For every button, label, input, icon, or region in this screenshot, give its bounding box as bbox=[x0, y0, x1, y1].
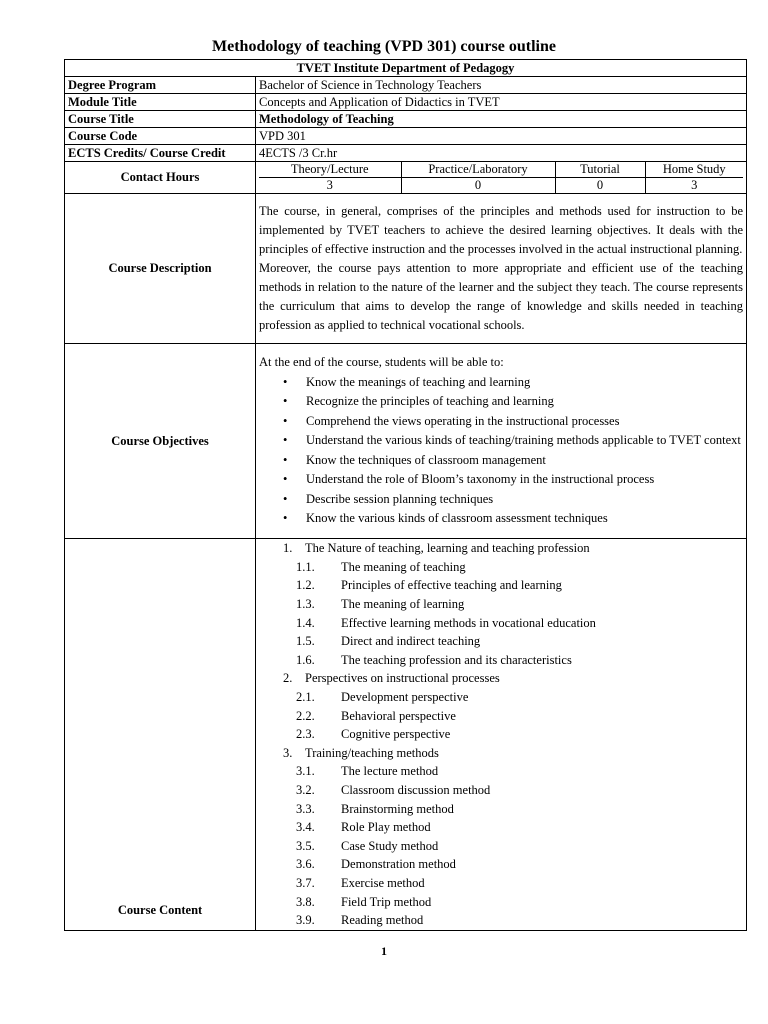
list-item: 3.6. Demonstration method bbox=[296, 857, 456, 872]
list-item: 2.2. Behavioral perspective bbox=[296, 708, 456, 723]
list-item: 1.5. Direct and indirect teaching bbox=[296, 634, 481, 649]
list-item: 3.3. Brainstorming method bbox=[296, 801, 454, 816]
content-section-3: 3. Training/teaching methods bbox=[283, 745, 439, 760]
hours-value-tutorial: 0 bbox=[555, 178, 645, 194]
hours-value-practice: 0 bbox=[401, 178, 555, 194]
page-number: 1 bbox=[381, 944, 387, 958]
objectives-list bbox=[259, 373, 743, 529]
list-item: • Comprehend the views operating in the instructional processes bbox=[259, 412, 743, 432]
list-item: • Describe session planning techniques bbox=[259, 490, 743, 510]
list-item: 1.4. Effective learning methods in vocational education bbox=[296, 615, 596, 630]
hours-header-theory: Theory/Lecture bbox=[290, 162, 369, 176]
department-heading: TVET Institute Department of Pedagogy bbox=[65, 60, 747, 77]
hours-header-tutorial: Tutorial bbox=[555, 162, 645, 178]
description-paragraph-1: The course, in general, comprises of the principles and methods used for instruction to be implemented by TVET teachers to achieve the desired learning objectives. It deals with the principles of effective instruction and the processes involved in the actual instructional planning. bbox=[259, 204, 743, 256]
course-description-text bbox=[256, 194, 747, 344]
contact-hours-grid bbox=[256, 162, 747, 194]
list-item: 3.4. Role Play method bbox=[296, 820, 431, 835]
list-item: • Know the meanings of teaching and learning bbox=[259, 373, 743, 393]
list-item: 2.3. Cognitive perspective bbox=[296, 727, 451, 742]
list-item: 3.2. Classroom discussion method bbox=[296, 782, 491, 797]
content-section-1: 1. The Nature of teaching, learning and teaching profession bbox=[283, 541, 590, 556]
list-item: • Know the various kinds of classroom assessment techniques bbox=[259, 509, 743, 529]
course-title-value: Methodology of Teaching bbox=[256, 111, 747, 128]
hours-header-home-study: Home Study bbox=[645, 162, 743, 178]
bullet-icon: • bbox=[283, 452, 288, 467]
course-outline-table bbox=[64, 59, 747, 931]
course-objectives-label: Course Objectives bbox=[65, 344, 256, 539]
list-item: 3.7. Exercise method bbox=[296, 875, 425, 890]
content-section-2: 2. Perspectives on instructional processes bbox=[283, 671, 500, 686]
list-item: • Understand the various kinds of teaching/training methods applicable to TVET context bbox=[259, 431, 743, 451]
bullet-icon: • bbox=[283, 511, 288, 526]
list-item: 1.1. The meaning of teaching bbox=[296, 559, 466, 574]
bullet-icon: • bbox=[283, 433, 288, 448]
course-code-label: Course Code bbox=[65, 128, 256, 145]
course-code-value: VPD 301 bbox=[256, 128, 747, 145]
document-title: Methodology of teaching (VPD 301) course outline bbox=[212, 38, 556, 55]
ects-label: ECTS Credits/ Course Credit bbox=[65, 145, 256, 162]
hours-header-practice: Practice/Laboratory bbox=[401, 162, 555, 178]
bullet-icon: • bbox=[283, 394, 288, 409]
degree-program-label: Degree Program bbox=[65, 77, 256, 94]
ects-value: 4ECTS /3 Cr.hr bbox=[256, 145, 747, 162]
degree-program-value: Bachelor of Science in Technology Teachers bbox=[256, 77, 747, 94]
list-item: 3.1. The lecture method bbox=[296, 764, 439, 779]
hours-value-home-study: 3 bbox=[645, 178, 743, 194]
objectives-intro: At the end of the course, students will be able to: bbox=[259, 355, 504, 370]
list-item: 1.2. Principles of effective teaching and learning bbox=[296, 578, 562, 593]
bullet-icon: • bbox=[283, 472, 288, 487]
list-item: 3.8. Field Trip method bbox=[296, 894, 432, 909]
course-objectives-text bbox=[256, 344, 747, 539]
list-item: 2.1. Development perspective bbox=[296, 690, 469, 705]
list-item: 3.9. Reading method bbox=[296, 913, 424, 928]
contact-hours-label: Contact Hours bbox=[65, 162, 256, 194]
list-item: • Understand the role of Bloom’s taxonomy in the instructional process bbox=[259, 470, 743, 490]
course-description-label: Course Description bbox=[65, 194, 256, 344]
course-content-list bbox=[256, 539, 747, 931]
list-item: 1.3. The meaning of learning bbox=[296, 597, 465, 612]
list-item: • Recognize the principles of teaching and learning bbox=[259, 392, 743, 412]
module-title-label: Module Title bbox=[65, 94, 256, 111]
bullet-icon: • bbox=[283, 491, 288, 506]
course-title-label: Course Title bbox=[65, 111, 256, 128]
list-item: 3.5. Case Study method bbox=[296, 838, 439, 853]
description-paragraph-2: Moreover, the course pays attention to more appropriate and efficient use of the teaching methods in relation to the nature of the learner and the subject they teach. The course represents the curriculum that aims to develop the range of knowledge and skills needed in teaching profession as applied to technical vocational schools. bbox=[259, 261, 743, 332]
bullet-icon: • bbox=[283, 374, 288, 389]
list-item: • Know the techniques of classroom management bbox=[259, 451, 743, 471]
hours-value-theory: 3 bbox=[259, 178, 401, 194]
list-item: 1.6. The teaching profession and its characteristics bbox=[296, 652, 572, 667]
course-content-label: Course Content bbox=[65, 539, 256, 931]
bullet-icon: • bbox=[283, 413, 288, 428]
module-title-value: Concepts and Application of Didactics in TVET bbox=[256, 94, 747, 111]
